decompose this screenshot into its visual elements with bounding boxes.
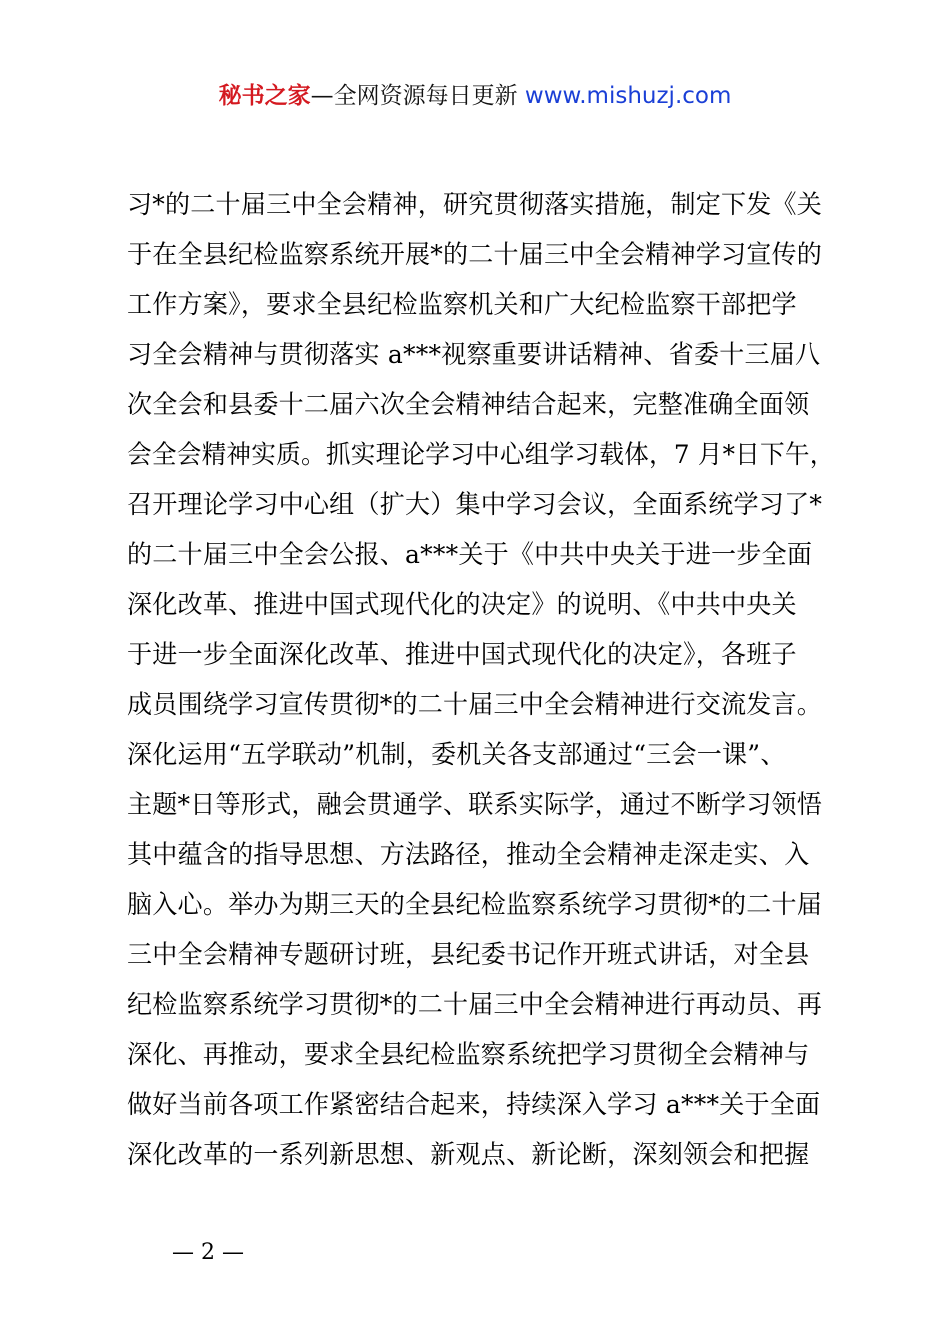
- site-url[interactable]: www.mishuzj.com: [524, 83, 732, 109]
- body-line: 于在全县纪检监察系统开展*的二十届三中全会精神学习宣传的: [127, 240, 823, 270]
- body-line: 习全会精神与贯彻落实 a***视察重要讲话精神、省委十三届八: [127, 340, 821, 370]
- site-header: [0, 80, 950, 112]
- body-line: 脑入心。举办为期三天的全县纪检监察系统学习贯彻*的二十届: [127, 890, 823, 920]
- body-line: 三中全会精神专题研讨班，县纪委书记作开班式讲话，对全县: [127, 940, 810, 970]
- body-line: 深化改革、推进中国式现代化的决定》的说明、《中共中央关: [127, 590, 797, 620]
- body-line: 的二十届三中全会公报、a***关于《中共中央关于进一步全面: [127, 540, 813, 570]
- body-line: 其中蕴含的指导思想、方法路径，推动全会精神走深走实、入: [127, 840, 810, 870]
- document-body: [127, 180, 847, 1180]
- body-line: 成员围绕学习宣传贯彻*的二十届三中全会精神进行交流发言。: [127, 690, 823, 720]
- body-line: 召开理论学习中心组（扩大）集中学习会议，全面系统学习了*: [127, 490, 823, 520]
- body-line: 深化改革的一系列新思想、新观点、新论断，深刻领会和把握: [127, 1140, 810, 1170]
- body-line: 次全会和县委十二届六次全会精神结合起来，完整准确全面领: [127, 390, 810, 420]
- body-line: 习*的二十届三中全会精神，研究贯彻落实措施，制定下发《关: [127, 190, 823, 220]
- body-line: 纪检监察系统学习贯彻*的二十届三中全会精神进行再动员、再: [127, 990, 823, 1020]
- site-tagline: —全网资源每日更新: [310, 83, 525, 109]
- page-number: — 2 —: [172, 1240, 244, 1265]
- body-line: 深化、再推动，要求全县纪检监察系统把学习贯彻全会精神与: [127, 1040, 810, 1070]
- body-line: 深化运用“五学联动”机制，委机关各支部通过“三会一课”、: [127, 740, 786, 770]
- site-brand: 秘书之家: [218, 83, 311, 109]
- body-line: 于进一步全面深化改革、推进中国式现代化的决定》，各班子: [127, 640, 797, 670]
- body-line: 工作方案》，要求全县纪检监察机关和广大纪检监察干部把学: [127, 290, 797, 320]
- body-line: 主题*日等形式，融会贯通学、联系实际学，通过不断学习领悟: [127, 790, 823, 820]
- body-line: 会全会精神实质。抓实理论学习中心组学习载体，7 月*日下午，: [127, 440, 835, 470]
- body-line: 做好当前各项工作紧密结合起来，持续深入学习 a***关于全面: [127, 1090, 821, 1120]
